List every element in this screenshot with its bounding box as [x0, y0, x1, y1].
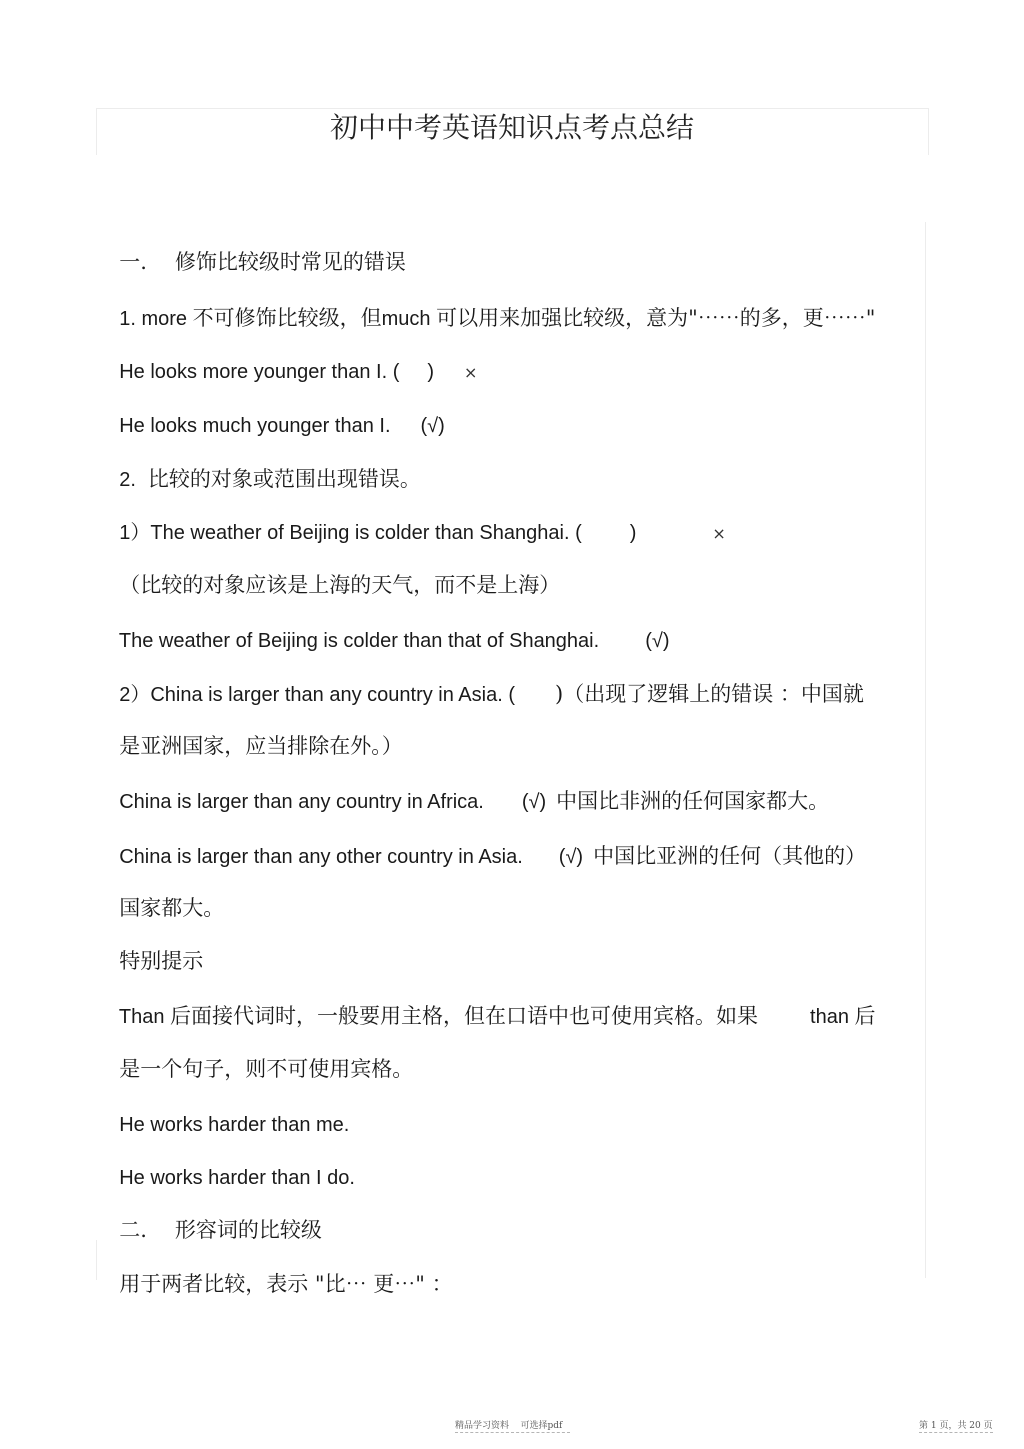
text-zh: 用于两者比较，表示 "比⋯ 更⋯" ： — [119, 1272, 453, 1296]
text-zh: 后 — [854, 1004, 876, 1028]
wrong-mark: × — [464, 363, 478, 382]
sentence-text: 2）China is larger than any country in Asia. ( — [119, 684, 515, 706]
sentence-text: The weather of Beijing is colder than that of Shanghai. — [118, 630, 600, 652]
section-title: 修饰比较级时常见的错误 — [174, 250, 406, 274]
text-en: than — [810, 1006, 849, 1028]
text-en: 1. more — [119, 308, 188, 330]
text-zh: 后面接代词时，一般要用主格，但在口语中也可使用宾格。如果 — [170, 1004, 759, 1028]
sentence-text: China is larger than any other country in Asia. — [119, 846, 523, 868]
footer-source — [455, 1418, 562, 1431]
sentence-text: He looks more younger than I. ( — [119, 361, 400, 383]
text-en: Than — [118, 1006, 165, 1028]
tip-title: 特别提示 — [119, 949, 204, 973]
page-indicator: 第 1 页，共 20 页 — [919, 1421, 993, 1431]
section-number: 一. — [119, 250, 147, 274]
footer-source-label: 精品学习资料 — [455, 1421, 510, 1431]
wrong-mark: × — [712, 524, 726, 543]
section-number: 二. — [119, 1218, 147, 1242]
correct-mark: (√) — [420, 415, 445, 437]
footer-pdf-note: 可选择pdf — [520, 1421, 563, 1431]
sentence-text: 1）The weather of Beijing is colder than Shanghai. ( — [119, 522, 582, 544]
sentence-text: He works harder than I do. — [119, 1167, 355, 1189]
translation-text: 国家都大。 — [119, 896, 225, 920]
translation-text: 中国比非洲的任何国家都大。 — [556, 789, 830, 813]
note-text: （比较的对象应该是上海的天气，而不是上海） — [119, 573, 561, 597]
right-margin-rule — [925, 222, 926, 1278]
text-en: much — [381, 308, 431, 330]
sentence-text: He looks much younger than I. — [119, 415, 391, 437]
text-zh: 可以用来加强比较级，意为"⋯⋯的多，更⋯⋯" — [436, 306, 876, 330]
correct-mark: (√) — [521, 791, 547, 813]
translation-text: 中国比亚洲的任何（其他的） — [593, 844, 867, 868]
paragraph-line — [97, 1242, 453, 1327]
text-zh: 是一个句子，则不可使用宾格。 — [119, 1057, 414, 1081]
sentence-text: China is larger than any country in Africa. — [119, 791, 484, 813]
correct-mark: (√) — [558, 846, 584, 868]
footer-divider — [919, 1432, 993, 1433]
document-title: 初中中考英语知识点考点总结 — [329, 111, 694, 144]
correct-mark: (√) — [645, 630, 670, 652]
item-number: 2. — [119, 469, 136, 491]
answer-blank: ) — [427, 361, 435, 383]
section-title: 形容词的比较级 — [174, 1218, 322, 1242]
note-text: )（出现了逻辑上的错误 ：中国就 — [555, 682, 864, 706]
note-text: 是亚洲国家，应当排除在外。） — [119, 734, 403, 758]
answer-blank: ) — [629, 522, 637, 544]
text-zh: 比较的对象或范围出现错误。 — [147, 467, 421, 491]
text-zh: 不可修饰比较级，但 — [192, 306, 382, 330]
sentence-text: He works harder than me. — [119, 1114, 350, 1136]
footer-divider — [455, 1432, 570, 1433]
